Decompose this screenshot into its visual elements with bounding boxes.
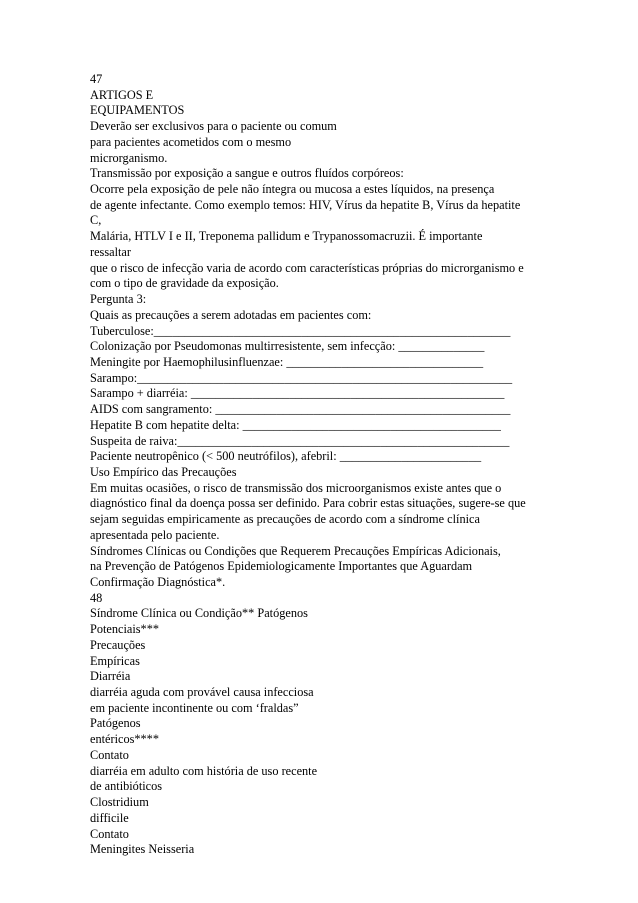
text-line: que o risco de infecção varia de acordo com características próprias do microrganismo e <box>90 260 524 275</box>
table-cell-line: em paciente incontinente ou com ‘fraldas” <box>90 700 299 715</box>
text-line: Quais as precauções a serem adotadas em pacientes com: <box>90 307 372 322</box>
text-line: Transmissão por exposição a sangue e outros fluídos corpóreos: <box>90 166 404 181</box>
page-number: 47 <box>90 72 103 86</box>
question-blank-line: Suspeita de raiva:______________________________________________________ <box>90 433 510 448</box>
table-header-line: Empíricas <box>90 653 140 668</box>
section-heading: Uso Empírico das Precauções <box>90 464 237 479</box>
table-cell-line: diarréia em adulto com história de uso recente <box>90 763 318 778</box>
table-caption: na Prevenção de Patógenos Epidemiologicamente Importantes que Aguardam <box>90 559 473 574</box>
table-caption: Síndromes Clínicas ou Condições que Requerem Precauções Empíricas Adicionais, <box>90 543 501 558</box>
table-cell-line: de antibióticos <box>90 779 163 794</box>
question-blank-line: Colonização por Pseudomonas multirresistente, sem infecção: ______________ <box>90 339 485 354</box>
text-line: Deverão ser exclusivos para o paciente ou comum <box>90 119 337 134</box>
question-blank-line: Paciente neutropênico (< 500 neutrófilos), afebril: _______________________ <box>90 449 482 464</box>
table-header-line: Potenciais*** <box>90 622 159 637</box>
text-line: microrganismo. <box>90 150 168 165</box>
text-line: sejam seguidas empiricamente as precauções de acordo com a síndrome clínica <box>90 512 480 527</box>
table-cell-line: entéricos**** <box>90 732 159 747</box>
table-cell-line: Contato <box>90 826 129 841</box>
table-caption: Confirmação Diagnóstica*. <box>90 575 226 589</box>
question-blank-line: Sarampo:_____________________________________________________________ <box>90 370 513 385</box>
table-header-line: Síndrome Clínica ou Condição** Patógenos <box>90 606 308 621</box>
text-line: apresentada pelo paciente. <box>90 527 220 542</box>
question-blank-line: Hepatite B com hepatite delta: __________________________________________ <box>90 417 501 432</box>
text-line: para pacientes acometidos com o mesmo <box>90 134 292 149</box>
text-line: diagnóstico final da doença possa ser definido. Para cobrir estas situações, sugere-se que <box>90 496 526 511</box>
table-cell-line: Patógenos <box>90 716 141 731</box>
section-heading: ARTIGOS E <box>90 87 154 102</box>
text-line: ressaltar <box>90 244 131 259</box>
question-blank-line: Meningite por Haemophilusinfluenzae: ________________________________ <box>90 354 484 369</box>
text-line: C, <box>90 213 102 228</box>
document-page <box>90 72 600 858</box>
text-line: Ocorre pela exposição de pele não íntegra ou mucosa a estes líquidos, na presença <box>90 182 495 197</box>
table-cell-line: Meningites Neisseria <box>90 842 195 857</box>
question-blank-line: Tuberculose:__________________________________________________________ <box>90 323 511 338</box>
text-line: de agente infectante. Como exemplo temos: HIV, Vírus da hepatite B, Vírus da hepatite <box>90 197 521 212</box>
section-heading: EQUIPAMENTOS <box>90 103 185 118</box>
table-cell-line: Contato <box>90 747 129 762</box>
text-line: Malária, HTLV I e II, Treponema pallidum e Trypanossomacruzii. É importante <box>90 229 483 244</box>
page-number: 48 <box>90 590 103 605</box>
text-line: Em muitas ocasiões, o risco de transmissão dos microorganismos existe antes que o <box>90 480 502 495</box>
table-cell-line: Diarréia <box>90 669 131 684</box>
question-blank-line: AIDS com sangramento: ________________________________________________ <box>90 402 511 417</box>
table-cell-line: diarréia aguda com provável causa infecciosa <box>90 685 314 700</box>
table-cell-line: difficile <box>90 810 129 825</box>
text-line: com o tipo de gravidade da exposição. <box>90 276 279 291</box>
question-blank-line: Sarampo + diarréia: ___________________________________________________ <box>90 386 505 401</box>
question-heading: Pergunta 3: <box>90 292 147 307</box>
table-cell-line: Clostridium <box>90 795 149 810</box>
table-header-line: Precauções <box>90 637 146 652</box>
